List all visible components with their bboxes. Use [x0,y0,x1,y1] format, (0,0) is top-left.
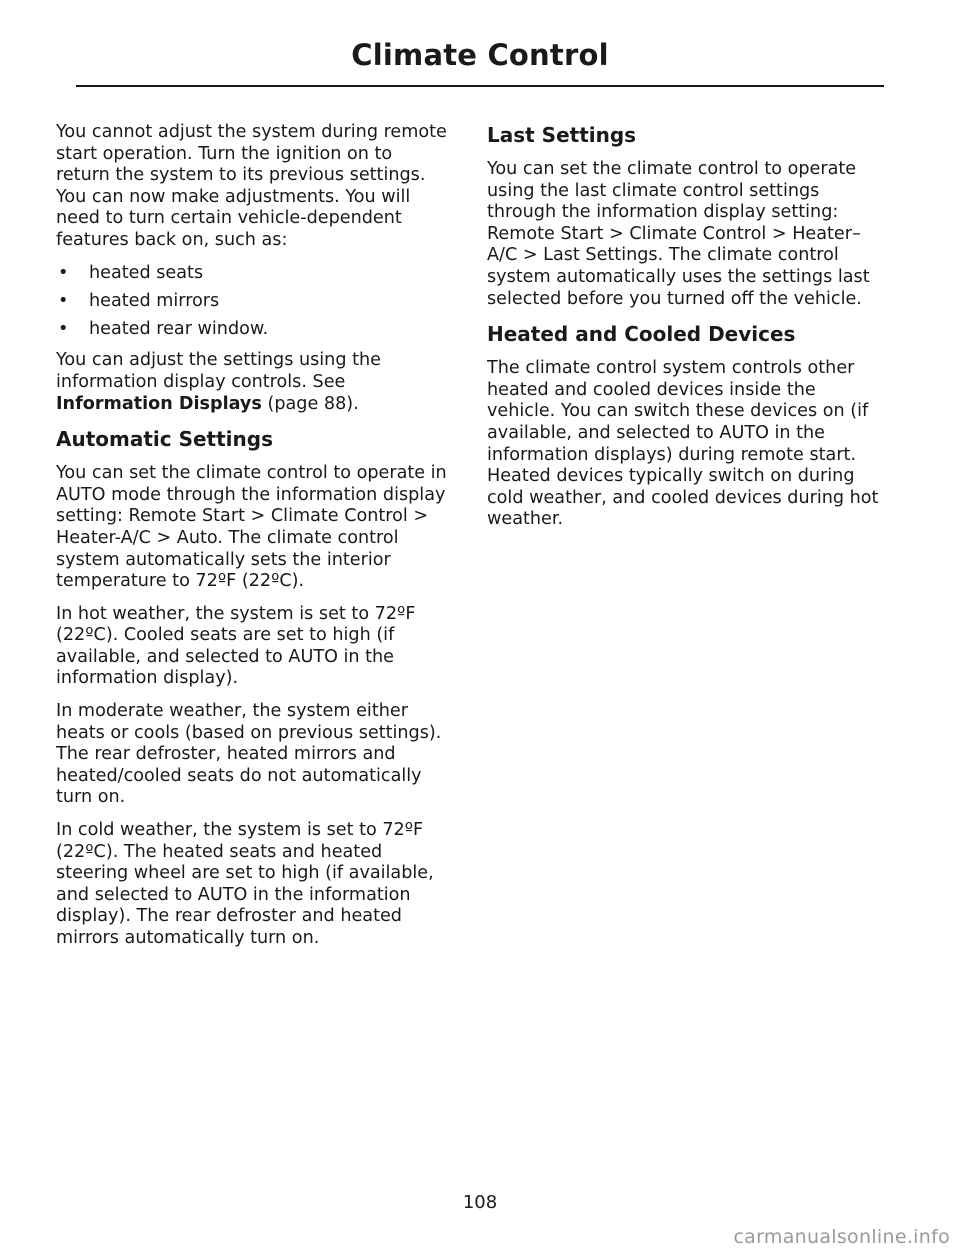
adjust-paragraph [56,350,450,415]
list-item-text: heated rear window. [89,318,269,339]
adjust-page-ref: (page 88). [261,393,359,414]
list-item [56,291,450,313]
page-title: Climate Control [351,38,609,72]
bullet-glyph: • [58,318,69,339]
right-column [487,122,881,542]
automatic-paragraph-3: In moderate weather, the system either heats or cools (based on previous settings). The rear defroster, heated mirrors and heated/cooled seats do not automatically turn on. [56,701,442,808]
information-displays-link[interactable]: Information Displays [56,393,262,414]
page-number: 108 [462,1192,498,1213]
automatic-settings-heading: Automatic Settings [56,427,273,452]
automatic-paragraph-1: You can set the climate control to operate in AUTO mode through the information display setting: Remote Start > Climate Control > Heater-A/C > Auto. The climate control system automatically sets the interior temperature to 72ºF (22ºC). [56,463,447,592]
last-settings-heading: Last Settings [487,123,637,147]
heated-cooled-devices-paragraph: The climate control system controls other heated and cooled devices inside the vehicle. You can switch these devices on (if available, and selected to AUTO in the information displays) during remote start. Heated devices typically switch on during cold weather, and cooled devices during hot weather. [487,358,879,530]
last-settings-paragraph: You can set the climate control to operate using the last climate control settings through the information display setting: Remote Start > Climate Control > Heater–A/C > Last Settings. The climate control system automatically uses the settings last selected before you turned off the vehicle. [487,159,870,309]
page-header [0,38,960,72]
list-item [56,319,450,341]
list-item-text: heated seats [89,262,204,283]
feature-list [56,263,450,341]
list-item [56,263,450,285]
left-column [56,122,450,961]
heated-cooled-devices-heading: Heated and Cooled Devices [487,322,796,347]
automatic-paragraph-4: In cold weather, the system is set to 72ºF (22ºC). The heated seats and heated steering wheel are set to high (if available, and selected to AUTO in the information display). The rear defroster and heated mirrors automatically turn on. [56,820,434,948]
intro-paragraph: You cannot adjust the system during remote start operation. Turn the ignition on to return the system to its previous settings. You can now make adjustments. You will need to turn certain vehicle-dependent features back on, such as: [56,122,447,250]
bullet-glyph: • [58,290,69,311]
bullet-glyph: • [58,262,69,283]
automatic-paragraph-2: In hot weather, the system is set to 72ºF (22ºC). Cooled seats are set to high (if available, and selected to AUTO in the information display). [56,603,416,689]
adjust-text: You can adjust the settings using the information display controls. See [56,350,381,392]
header-divider [76,85,884,87]
list-item-text: heated mirrors [89,290,220,311]
watermark: carmanualsonline.info [733,1226,950,1248]
